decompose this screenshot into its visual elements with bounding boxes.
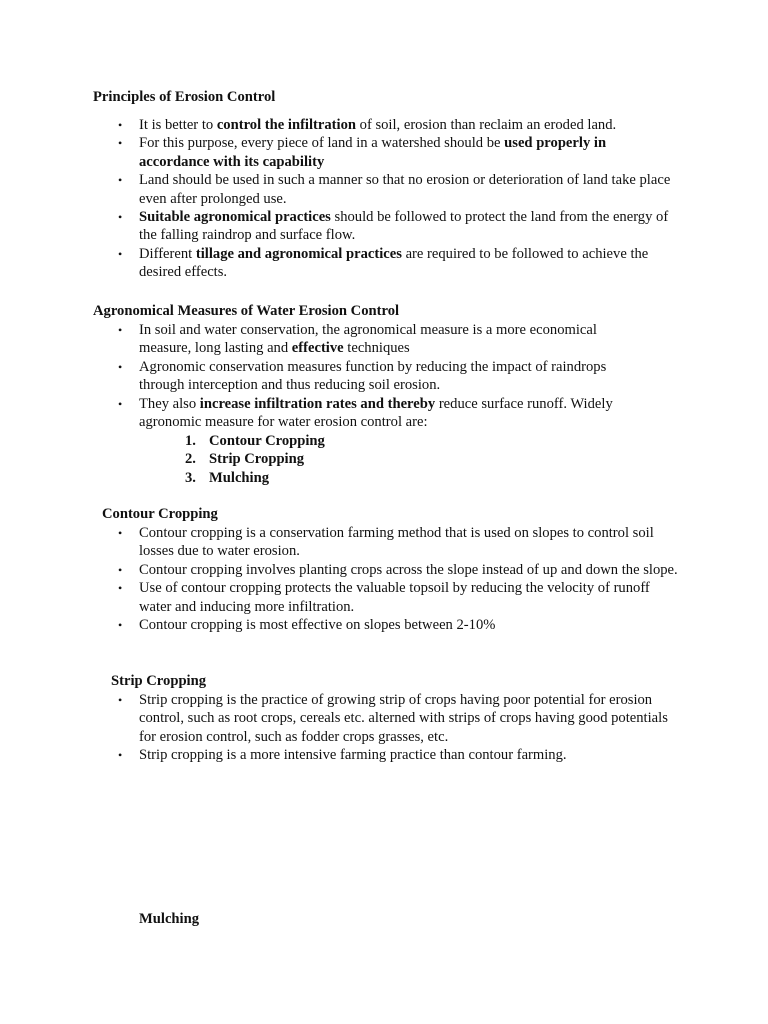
list-item (118, 524, 679, 561)
numbered-item (185, 469, 325, 487)
text: It is better to (139, 117, 217, 133)
numbered-item (185, 450, 325, 468)
item-label: Contour Cropping (209, 433, 325, 449)
contour-list (118, 524, 679, 634)
item-label: Mulching (209, 469, 270, 486)
text: Strip cropping is the practice of growing strip of crops having poor potential for erosion control, such as root crops, cereals etc. alterned with strips of crops having good potentials for erosion control, such as fodder crops grasses, etc. (139, 692, 668, 745)
strip-heading: Strip Cropping (111, 673, 207, 689)
principles-heading: Principles of Erosion Control (93, 89, 276, 105)
text: They also (139, 395, 200, 412)
bullet-icon: • (118, 118, 123, 132)
list-item (118, 395, 649, 432)
item-number: 2. (185, 451, 196, 468)
text: In soil and water conservation, the agronomical measure is a more economical measure, long lasting and (139, 322, 597, 357)
bullet-icon: • (118, 210, 123, 225)
list-item (118, 116, 679, 134)
contour-heading: Contour Cropping (102, 506, 218, 522)
text: Different (139, 245, 196, 262)
text: should be followed to protect the land from the energy of the falling raindrop and surface flow. (139, 209, 669, 244)
bullet-icon: • (118, 581, 123, 596)
text: Contour cropping is a conservation farming method that is used on slopes to control soil losses due to water erosion. (139, 525, 654, 560)
agronomical-numbered-list (185, 432, 325, 487)
bullet-icon: • (118, 396, 123, 411)
agronomical-heading: Agronomical Measures of Water Erosion Control (93, 303, 400, 319)
list-item (118, 208, 679, 245)
list-item (118, 616, 679, 634)
bold-text: effective (291, 340, 344, 357)
bold-text: Suitable agronomical practices (139, 209, 331, 226)
bullet-icon: • (118, 526, 123, 540)
list-item (118, 746, 669, 764)
item-number: 3. (185, 469, 196, 486)
text: Contour cropping involves planting crops across the slope instead of up and down the slope. (139, 561, 678, 578)
bold-text: increase infiltration rates and thereby (199, 395, 436, 412)
bold-text: control the infiltration (216, 117, 356, 133)
list-item (118, 561, 679, 579)
bullet-icon: • (118, 173, 123, 188)
item-label: Strip Cropping (209, 451, 305, 468)
numbered-item (185, 432, 325, 450)
text: are required to be followed to achieve the desired effects. (139, 245, 649, 281)
bullet-icon: • (118, 246, 123, 261)
bold-text: used properly in accordance with its capability (139, 135, 607, 170)
text: reduce surface runoff. Widely agronomic measure for water erosion control are: (139, 395, 613, 431)
strip-list (118, 691, 669, 765)
list-item (118, 579, 679, 616)
principles-list (118, 116, 679, 282)
text: Land should be used in such a manner so that no erosion or deterioration of land take place even after prolonged use. (139, 172, 671, 207)
list-item (118, 691, 669, 746)
text: Strip cropping is a more intensive farming practice than contour farming. (139, 747, 567, 764)
bold-text: tillage and agronomical practices (195, 245, 402, 262)
text: Contour cropping is most effective on slopes between 2-10% (139, 617, 496, 634)
text: techniques (343, 340, 410, 357)
list-item (118, 171, 679, 208)
agronomical-list (118, 321, 649, 431)
list-item (118, 134, 679, 171)
bullet-icon: • (118, 136, 123, 151)
text: of soil, erosion than reclaim an eroded land. (356, 117, 617, 133)
text: Use of contour cropping protects the valuable topsoil by reducing the velocity of runoff water and inducing more infiltration. (139, 580, 650, 615)
bullet-icon: • (118, 562, 123, 577)
list-item (118, 321, 649, 358)
text: For this purpose, every piece of land in a watershed should be (139, 135, 505, 152)
bullet-icon: • (118, 693, 123, 707)
bullet-icon: • (118, 618, 123, 633)
text: Agronomic conservation measures function by reducing the impact of raindrops through interception and thus reducing soil erosion. (139, 358, 607, 394)
bullet-icon: • (118, 323, 123, 337)
list-item (118, 245, 679, 282)
bullet-icon: • (118, 748, 123, 763)
item-number: 1. (185, 433, 196, 449)
bullet-icon: • (118, 359, 123, 374)
mulching-heading: Mulching (139, 911, 200, 927)
list-item (118, 358, 649, 395)
